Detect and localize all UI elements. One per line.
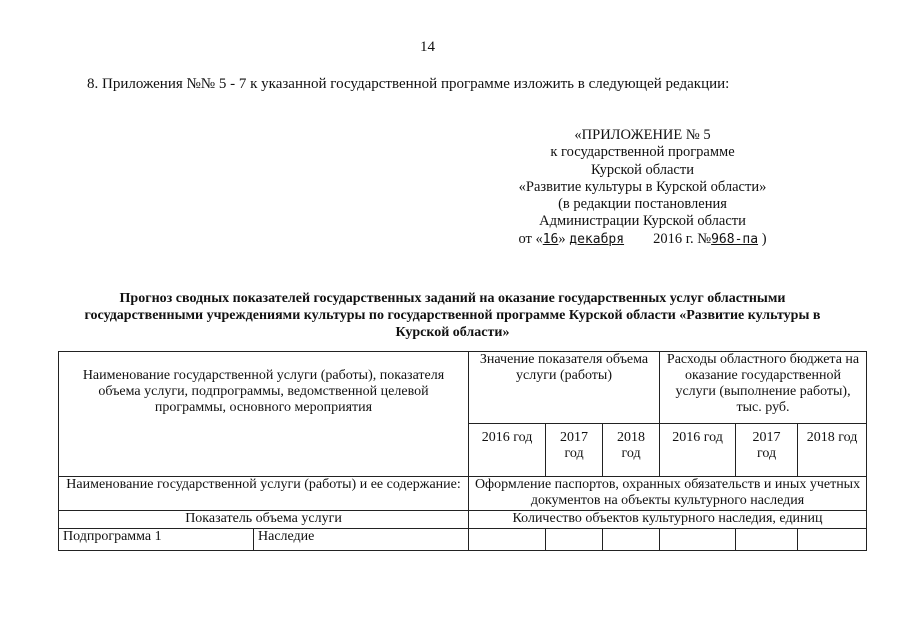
- date-separator: »: [558, 230, 566, 247]
- year-word: год: [756, 446, 777, 461]
- program-title: «Развитие культуры в Курской области»: [518, 178, 767, 195]
- date-month: декабря: [569, 231, 625, 247]
- header-indicator-value: Значение показателя объема услуги (работы): [469, 352, 660, 424]
- expense-year-2017: [736, 424, 798, 477]
- year-number: 2018: [617, 430, 646, 445]
- subprogram-name: Наследие: [254, 529, 469, 551]
- heading-line: Прогноз сводных показателей государственных заданий на оказание государственных услуг областными: [119, 291, 786, 306]
- expense-year-2018: 2018 год: [798, 424, 867, 477]
- appendix-line: Курской области: [591, 161, 694, 178]
- document-heading: [30, 290, 875, 341]
- service-label: Наименование государственной услуги (работы) и ее содержание:: [59, 477, 469, 511]
- appendix-line: Администрации Курской области: [539, 213, 746, 230]
- table-cell: [546, 529, 603, 551]
- forecast-table: [58, 351, 867, 551]
- page-number: 14: [420, 39, 435, 55]
- indicator-year-2018: [603, 424, 660, 477]
- year-word: год: [564, 446, 584, 461]
- date-prefix: от «: [518, 230, 543, 247]
- heading-line: государственными учреждениями культуры по государственной программе Курской области «Развитие культуры в: [84, 308, 821, 323]
- table-cell: [469, 529, 546, 551]
- appendix-line: (в редакции постановления: [558, 196, 727, 213]
- date-day: 16: [542, 231, 559, 247]
- date-close: ): [761, 230, 767, 247]
- table-cell: [660, 529, 736, 551]
- header-service-name: Наименование государственной услуги (работы), показателя объема услуги, подпрограммы, ведомственной целевой программы, основного мероприятия: [59, 352, 469, 477]
- table-cell: [798, 529, 867, 551]
- year-number: 2017: [752, 430, 781, 445]
- amendment-paragraph: 8. Приложения №№ 5 - 7 к указанной государственной программе изложить в следующей редакции:: [87, 76, 730, 92]
- indicator-year-2016: 2016 год: [469, 424, 546, 477]
- indicator-year-2017: [546, 424, 603, 477]
- volume-indicator-value: Количество объектов культурного наследия, единиц: [469, 511, 867, 529]
- date-year: 2016 г. №: [653, 230, 712, 247]
- appendix-line: к государственной программе: [550, 144, 735, 161]
- table-cell: [736, 529, 798, 551]
- appendix-header: [480, 127, 805, 248]
- year-number: 2017: [560, 430, 589, 445]
- table-cell: [603, 529, 660, 551]
- subprogram-number: Подпрограмма 1: [59, 529, 254, 551]
- header-budget-expenses: Расходы областного бюджета на оказание государственной услуги (выполнение работы), тыс. руб.: [660, 352, 867, 424]
- resolution-date-line: [480, 231, 805, 248]
- appendix-title: «ПРИЛОЖЕНИЕ № 5: [574, 127, 711, 143]
- service-value: Оформление паспортов, охранных обязательств и иных учетных документов на объекты культурного наследия: [469, 477, 867, 511]
- resolution-number: 968-па: [711, 231, 759, 247]
- heading-line: Курской области»: [395, 325, 510, 340]
- expense-year-2016: 2016 год: [660, 424, 736, 477]
- volume-indicator-label: Показатель объема услуги: [59, 511, 469, 529]
- year-word: год: [621, 446, 641, 461]
